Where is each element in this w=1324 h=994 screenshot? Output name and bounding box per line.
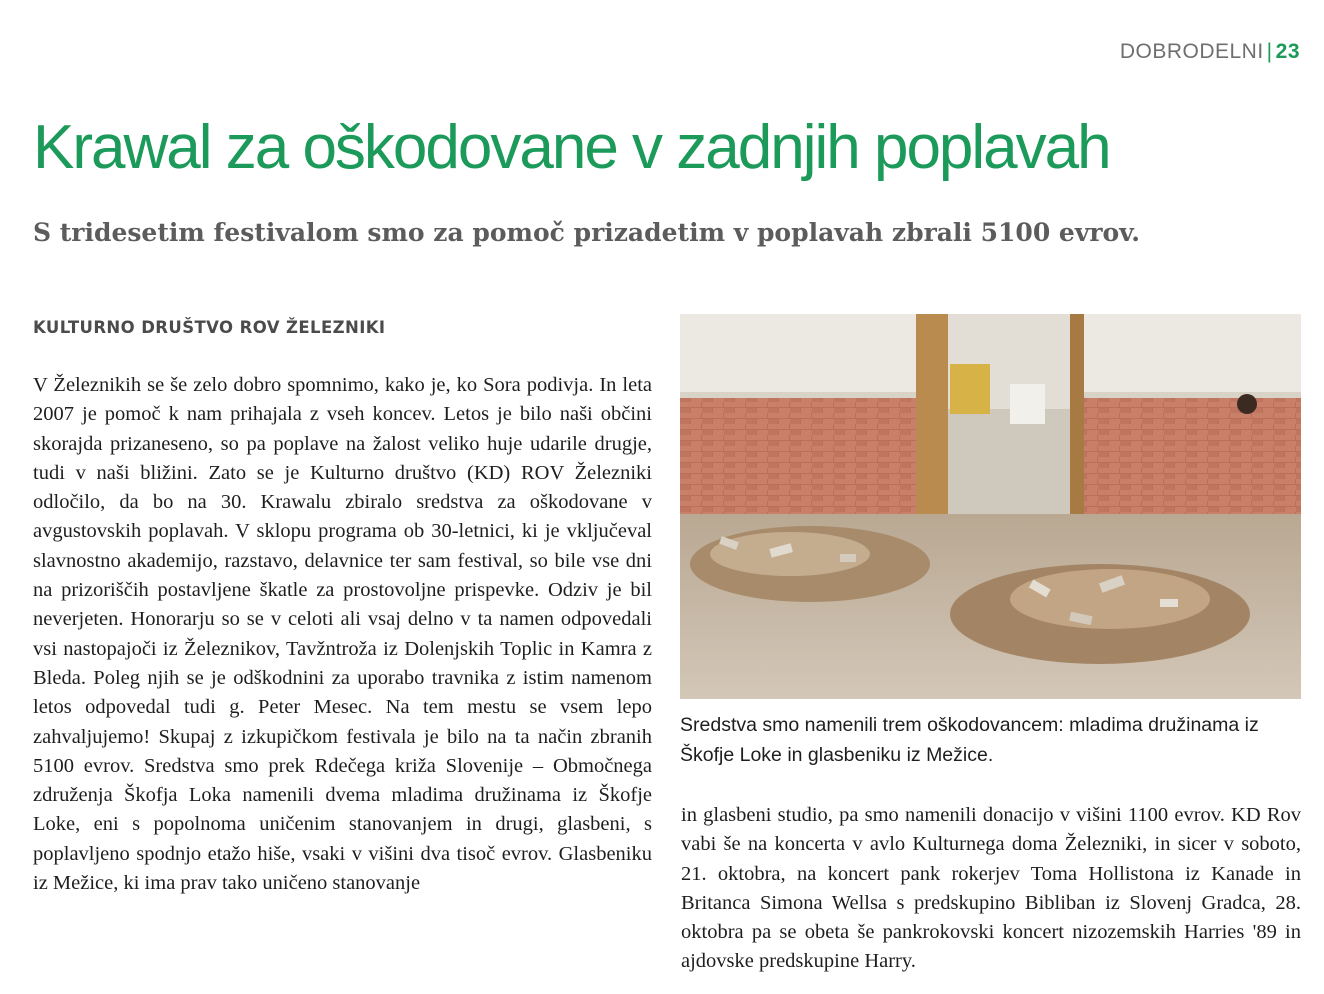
section-label: DOBRODELNI [1119,40,1264,63]
article-body-column-1 [33,371,652,898]
page-header [1120,40,1300,64]
photo-caption: Sredstva smo namenili trem oškodovancem: mladima družinama iz Škofje Loke in glasbeniku iz Mežice. [680,714,1259,766]
article-body-column-2 [681,801,1301,977]
article-author: KULTURNO DRUŠTVO ROV ŽELEZNIKI [33,318,386,337]
article-title: Krawal za oškodovane v zadnjih poplavah [33,113,1110,182]
article-subtitle: S tridesetim festivalom smo za pomoč prizadetim v poplavah zbrali 5100 evrov. [33,218,1140,247]
header-separator: | [1266,40,1273,63]
body-paragraph-1: V Železnikih se še zelo dobro spomnimo, kako je, ko Sora podivja. In leta 2007 je pomoč k nam prihajala z vseh koncev. Letos je bilo naši občini skorajda prizaneseno, so pa poplave na žalost veliko huje udarile drugje, tudi v naši bližini. Zato se je Kulturno društvo (KD) ROV Železniki odločilo, da bo na 30. Krawalu zbiralo sredstva za oškodovane v avgustovskih poplavah. V sklopu programa ob 30-letnici, ki je vključeval slavnostno akademijo, razstavo, delavnice ter sam festival, so bile vse dni na prizoriščih postavljene škatle za prostovoljne prispevke. Odziv je bil neverjeten. Honorarju so se v celoti ali vsaj delno v ta namen odpovedali vsi nastopajoči iz Železnikov, Tavžntroža iz Dolenjskih Toplic in Kamra z Bleda. Poleg njih se je odškodnini za uporabo travnika z istim namenom letos odpovedal tudi g. Peter Mesec. Na tem mestu se vsem lepo zahvaljujemo! Skupaj z izkupičkom festivala je bilo na ta način zbranih 5100 evrov. Sredstva smo prek Rdečega križa Slovenije – Območnega združenja Škofja Loka namenili dvema mladima družinama iz Škofje Loke, eni s popolnoma uničenim stanovanjem in drugi, glasbeni, s poplavljeno spodnjo etažo hiše, vsaki v višini dva tisoč evrov. Glasbeniku iz Mežice, ki ima prav tako uničeno stanovanje [33,374,652,895]
body-paragraph-2: in glasbeni studio, pa smo namenili donacijo v višini 1100 evrov. KD Rov vabi še na koncerta v avlo Kulturnega doma Železniki, in sicer v soboto, 21. oktobra, na koncert pank rokerjev Toma Hollistona iz Kanade in Britanca Simona Wellsa s predskupino Bibliban iz Slovenj Gradca, 28. oktobra pa se obeta še pankrokovski koncert nizozemskih Harries '89 in ajdovske predskupine Harry. [681,804,1301,973]
page-number: 23 [1275,40,1300,63]
article-photo [680,314,1301,699]
